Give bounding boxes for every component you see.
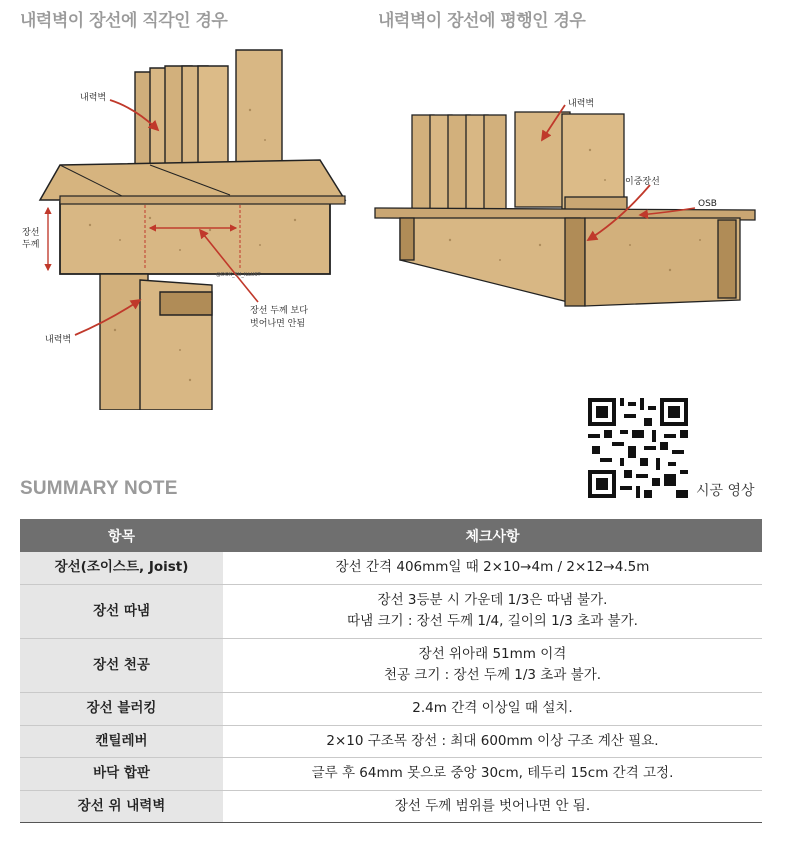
label-double-joist: 이중장선 [625,177,660,187]
row-item: 장선(조이스트, Joist) [20,552,223,584]
joist-beam [60,202,330,274]
check-line: 천공 크기 : 장선 두께 1/3 초과 불가. [383,667,602,683]
check-line: 장선 위아래 51mm 이격 [418,646,567,662]
row-item: 장선 블러킹 [20,692,223,725]
row-check [223,790,762,822]
perpendicular-wall-illustration [0,30,360,410]
row-check [223,584,762,638]
row-item: 캔틸레버 [20,725,223,757]
label-caution-2: 벗어나면 안됨 [250,319,306,329]
summary-table [20,519,762,823]
table-row [20,638,762,692]
check-line: 2.4m 간격 이상일 때 설치. [412,700,573,716]
heading-perpendicular: 내력벽이 장선에 직각인 경우 [20,11,228,31]
summary-title: SUMMARY NOTE [20,478,178,499]
label-wall-bottom: 내력벽 [45,335,72,345]
check-line: 장선 3등분 시 가운데 1/3은 따냄 불가. [377,592,608,608]
row-check [223,552,762,584]
label-joist-depth-2: 두께 [22,240,40,250]
qr-caption: 시공 영상 [696,483,755,499]
qr-code[interactable] [588,398,688,498]
parallel-wall-illustration [370,30,770,330]
table-row [20,725,762,757]
label-caution-1: 장선 두께 보다 [250,306,308,316]
row-item: 장선 따냄 [20,584,223,638]
table-header-row [20,519,762,552]
table-row [20,790,762,822]
check-line: 글루 후 64mm 못으로 중앙 30cm, 테두리 15cm 간격 고정. [311,765,674,781]
label-parallel-wall: 내력벽 [568,99,595,109]
bottom-wall [100,274,212,410]
watermark: @DOK_SU_ILLUST [216,272,261,278]
parallel-wall [412,112,627,211]
label-joist-depth-1: 장선 [22,228,40,238]
row-item: 바닥 합판 [20,757,223,790]
row-item: 장선 천공 [20,638,223,692]
row-check [223,692,762,725]
table-row [20,757,762,790]
heading-parallel: 내력벽이 장선에 평행인 경우 [378,11,586,31]
row-check [223,638,762,692]
check-line: 장선 간격 406mm일 때 2×10→4m / 2×12→4.5m [335,559,650,576]
row-check [223,725,762,757]
table-row [20,552,762,584]
check-line: 따냄 크기 : 장선 두께 1/4, 길이의 1/3 초과 불가. [347,613,638,629]
label-wall-top: 내력벽 [80,93,107,103]
check-line: 2×10 구조목 장선 : 최대 600mm 이상 구조 계산 필요. [326,732,659,749]
row-item: 장선 위 내력벽 [20,790,223,822]
table-row [20,584,762,638]
joists [400,218,740,306]
subfloor [40,160,345,200]
header-item: 항목 [20,519,223,552]
header-check: 체크사항 [223,519,762,552]
row-check [223,757,762,790]
table-row [20,692,762,725]
label-osb: OSB [698,199,717,209]
check-line: 장선 두께 범위를 벗어나면 안 됨. [394,797,591,814]
